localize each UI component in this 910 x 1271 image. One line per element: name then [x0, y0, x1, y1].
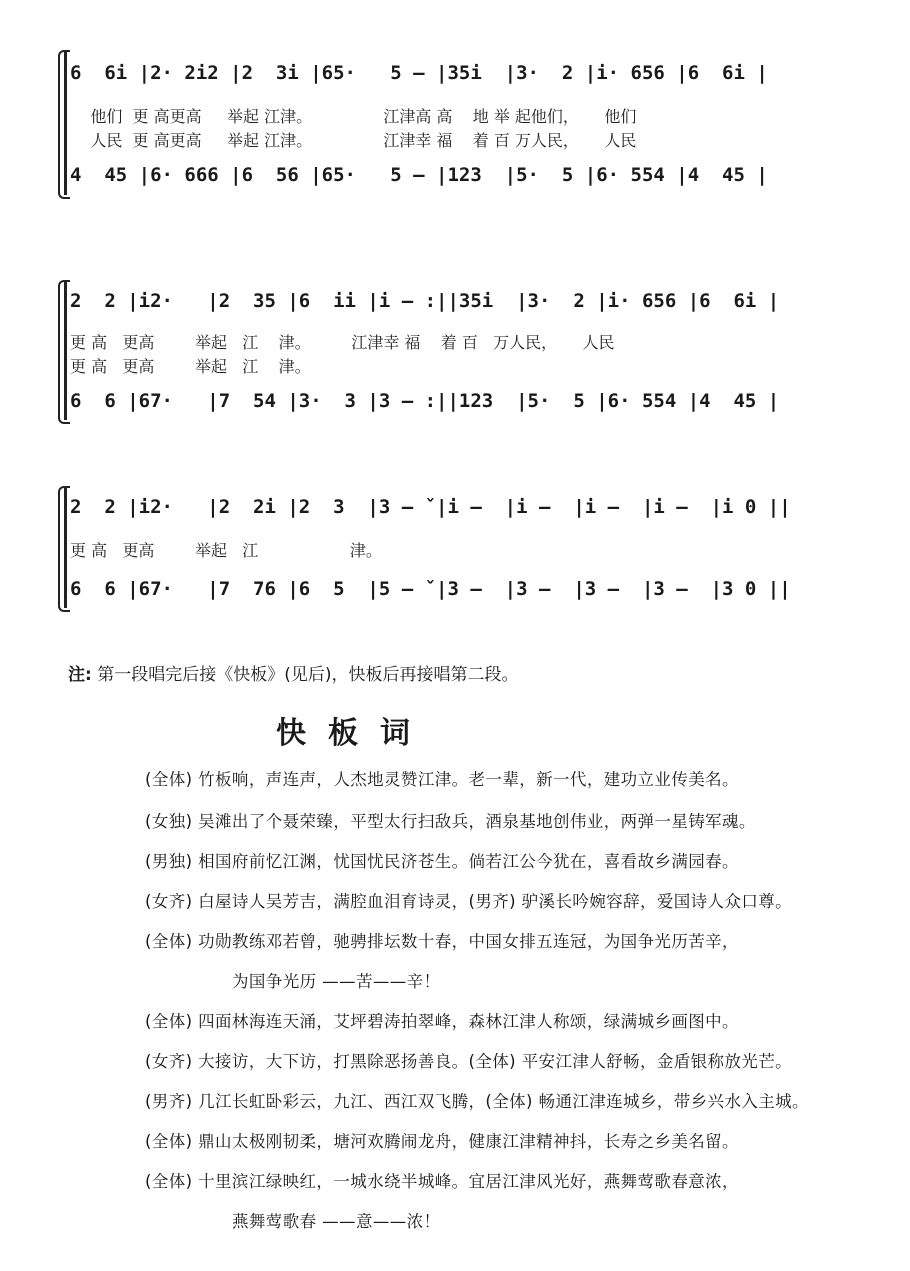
top-voice-notes: 2 2 |i2· |2 2i |2 3 |3 — ˇ|i — |i — |i — |i — |i 0 ||: [70, 496, 791, 518]
note-label: 注:: [68, 665, 92, 685]
kuaiban-line: (全体) 四面林海连天涌，艾坪碧涛拍翠峰，森林江津人称颂，绿满城乡画图中。: [145, 1012, 739, 1031]
kuaiban-line: (全体) 竹板响，声连声，人杰地灵赞江津。老一辈，新一代，建功立业传美名。: [145, 770, 739, 789]
bottom-voice-notes: 6 6 |67· |7 54 |3· 3 |3 — :||123 |5· 5 |6· 554 |4 45 |: [70, 390, 780, 412]
score-system-3: [58, 486, 848, 608]
lyrics-verse-1: 他们 更 高更高 举起 江津。 江津高 高 地 举 起他们， 他们: [70, 107, 637, 126]
kuaiban-line-refrain: 为国争光历 ——苦——辛！: [232, 972, 441, 991]
kuaiban-title: 快板词: [276, 716, 432, 751]
kuaiban-line-refrain: 燕舞莺歌春 ——意——浓！: [232, 1212, 441, 1231]
lyrics-verse-2: 更 高 更高 举起 江 津。: [70, 357, 311, 376]
kuaiban-line: (全体) 十里滨江绿映红，一城水绕半城峰。宜居江津风光好，燕舞莺歌春意浓，: [145, 1172, 739, 1191]
lyrics-verse-2: 人民 更 高更高 举起 江津。 江津幸 福 着 百 万人民， 人民: [70, 131, 637, 150]
score-system-2: [58, 280, 848, 420]
kuaiban-line: (女独) 吴滩出了个聂荣臻，平型太行扫敌兵，酒泉基地创伟业，两弹一星铸军魂。: [145, 812, 756, 831]
kuaiban-line: (男独) 相国府前忆江渊，忧国忧民济苍生。倘若江公今犹在，喜看故乡满园春。: [145, 852, 739, 871]
note-text: 第一段唱完后接《快板》(见后)，快板后再接唱第二段。: [97, 665, 519, 685]
bottom-voice-notes: 6 6 |67· |7 76 |6 5 |5 — ˇ|3 — |3 — |3 — |3 — |3 0 ||: [70, 578, 791, 600]
performance-note: [68, 660, 518, 685]
top-voice-notes: 6 6i |2· 2i2 |2 3i |65· 5 — |35i |3· 2 |i· 656 |6 6i |: [70, 62, 768, 84]
kuaiban-line: (女齐) 白屋诗人吴芳吉，满腔血泪育诗灵，(男齐) 驴溪长吟婉容辞，爱国诗人众口尊。: [145, 892, 793, 911]
kuaiban-line: (全体) 功勋教练邓若曾，驰骋排坛数十春，中国女排五连冠，为国争光历苦辛，: [145, 932, 739, 951]
system-bar: [64, 486, 67, 608]
kuaiban-line: (女齐) 大接访，大下访，打黑除恶扬善良。(全体) 平安江津人舒畅，金盾银称放光芒。: [145, 1052, 793, 1071]
bottom-voice-notes: 4 45 |6· 666 |6 56 |65· 5 — |123 |5· 5 |6· 554 |4 45 |: [70, 164, 768, 186]
lyrics-verse-1: 更 高 更高 举起 江 津。 江津幸 福 着 百 万人民， 人民: [70, 333, 615, 352]
system-bar: [64, 280, 67, 420]
system-bar: [64, 50, 67, 195]
score-system-1: [58, 50, 848, 195]
kuaiban-line: (全体) 鼎山太极刚韧柔，塘河欢腾闹龙舟，健康江津精神抖，长寿之乡美名留。: [145, 1132, 739, 1151]
kuaiban-line: (男齐) 几江长虹卧彩云，九江、西江双飞腾，(全体) 畅通江津连城乡，带乡兴水入主城。: [145, 1092, 809, 1111]
lyrics-verse-1: 更 高 更高 举起 江 津。: [70, 541, 382, 560]
top-voice-notes: 2 2 |i2· |2 35 |6 ii |i — :||35i |3· 2 |i· 656 |6 6i |: [70, 290, 780, 312]
